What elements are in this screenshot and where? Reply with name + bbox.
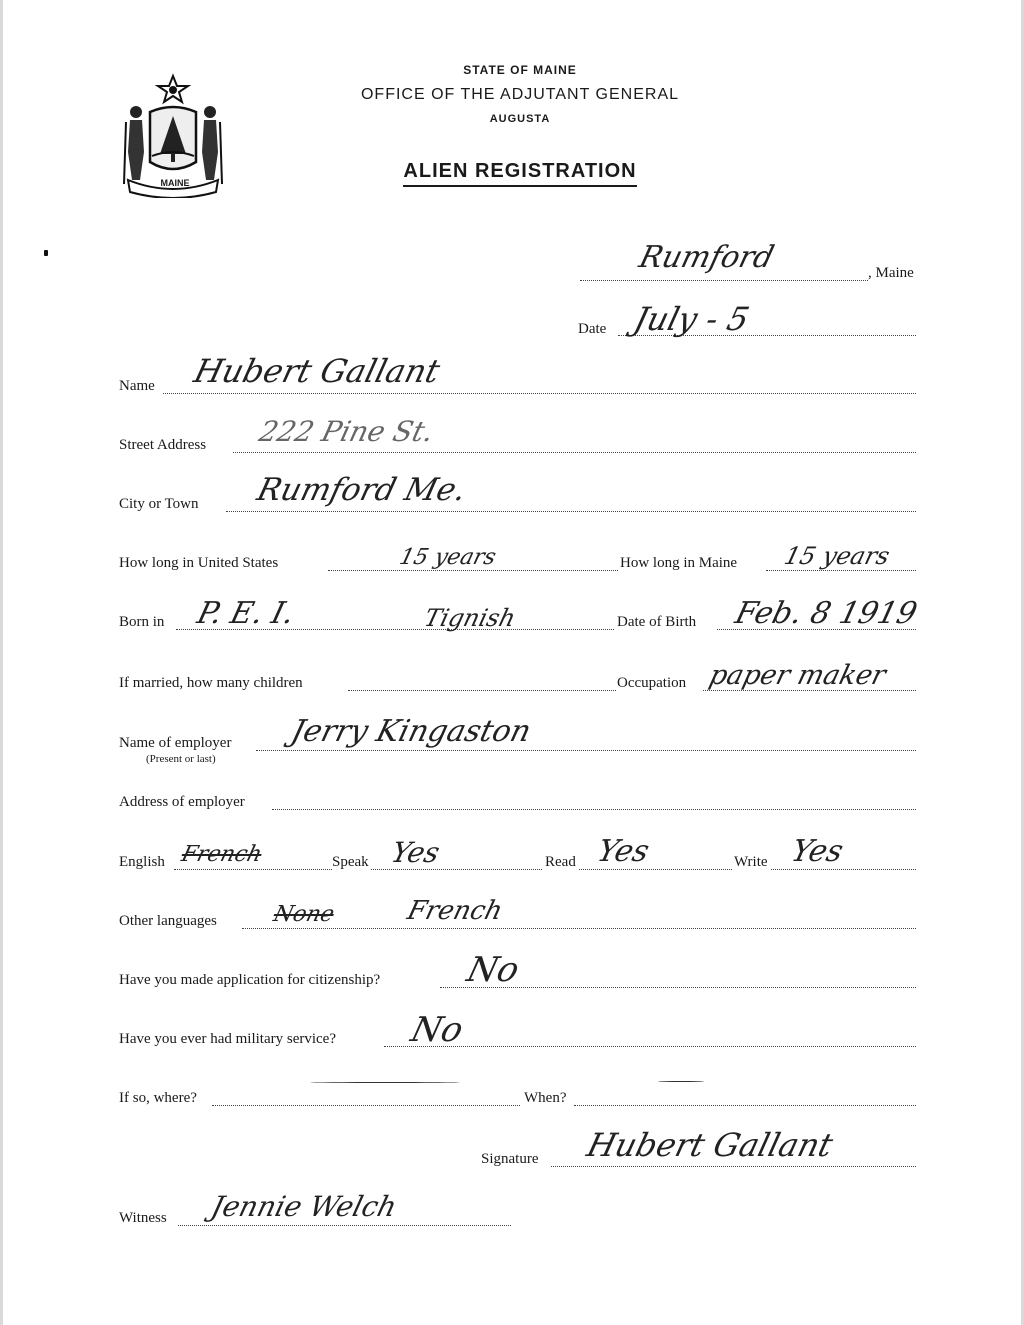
when-dash-mark: [658, 1081, 704, 1082]
signature-line: [551, 1166, 916, 1167]
speak-label: Speak: [332, 854, 369, 870]
street-value: 222 Pine St.: [255, 415, 438, 448]
stray-mark: [44, 250, 48, 256]
us-time-label: How long in United States: [119, 555, 279, 571]
date-label: Date: [578, 321, 607, 337]
speak-value: Yes: [387, 836, 444, 869]
header-office: OFFICE OF THE ADJUTANT GENERAL: [360, 86, 680, 103]
witness-line: [178, 1225, 511, 1226]
write-label: Write: [734, 854, 768, 870]
citizenship-value: No: [463, 950, 524, 990]
witness-label: Witness: [119, 1210, 167, 1226]
us-time-line: [328, 570, 618, 571]
employer-address-line: [272, 809, 916, 810]
seal-banner-text: MAINE: [160, 178, 190, 188]
signature-value: Hubert Gallant: [583, 1126, 837, 1164]
form-title: ALIEN REGISTRATION: [8, 160, 1024, 183]
children-label: If married, how many children: [119, 675, 303, 691]
military-line: [384, 1046, 916, 1047]
born-place-value: Tignish: [421, 604, 519, 632]
employer-sublabel: (Present or last): [146, 753, 216, 765]
city-value: Rumford Me.: [253, 472, 470, 508]
dob-value: Feb. 8 1919: [731, 596, 921, 631]
occupation-value: paper maker: [706, 660, 889, 691]
signature-label: Signature: [481, 1151, 539, 1167]
employer-address-label: Address of employer: [119, 794, 245, 810]
maine-time-label: How long in Maine: [620, 555, 738, 571]
street-line: [233, 452, 916, 453]
if-so-where-label: If so, where?: [119, 1090, 197, 1106]
maine-time-value: 15 years: [781, 542, 893, 570]
citizenship-label: Have you made application for citizenship?: [119, 972, 381, 988]
maine-suffix-label: , Maine: [868, 265, 914, 281]
other-languages-struck-value: None: [270, 902, 337, 927]
read-label: Read: [545, 854, 576, 870]
us-time-value: 15 years: [396, 545, 499, 570]
military-label: Have you ever had military service?: [119, 1031, 336, 1047]
city-label: City or Town: [119, 496, 199, 512]
town-value: Rumford: [635, 240, 778, 275]
dob-label: Date of Birth: [617, 614, 697, 630]
born-value: P. E. I.: [193, 596, 298, 631]
name-label: Name: [119, 378, 155, 394]
born-label: Born in: [119, 614, 165, 630]
street-label: Street Address: [119, 437, 207, 453]
if-so-when-label: When?: [524, 1090, 567, 1106]
header-city: AUGUSTA: [489, 113, 551, 125]
read-value: Yes: [593, 834, 653, 869]
other-languages-label: Other languages: [119, 913, 217, 929]
town-line: [580, 280, 868, 281]
where-dash-mark: [310, 1082, 460, 1083]
employer-value: Jerry Kingaston: [287, 714, 535, 749]
military-value: No: [407, 1010, 468, 1050]
if-so-where-line: [212, 1105, 520, 1106]
maine-time-line: [766, 570, 916, 571]
occupation-label: Occupation: [617, 675, 687, 691]
children-line: [348, 690, 616, 691]
other-languages-line: [242, 928, 916, 929]
english-label: English: [119, 854, 165, 870]
name-value: Hubert Gallant: [190, 352, 444, 390]
english-struck-value: French: [178, 842, 265, 867]
write-value: Yes: [787, 834, 847, 869]
employer-line: [256, 750, 916, 751]
city-line: [226, 511, 916, 512]
witness-value: Jennie Welch: [207, 1190, 401, 1223]
employer-label: Name of employer: [119, 735, 232, 751]
if-so-when-line: [574, 1105, 916, 1106]
header-state: STATE OF MAINE: [463, 63, 577, 77]
name-line: [163, 393, 916, 394]
other-languages-value: French: [404, 896, 506, 926]
date-value: July - 5: [630, 300, 754, 338]
